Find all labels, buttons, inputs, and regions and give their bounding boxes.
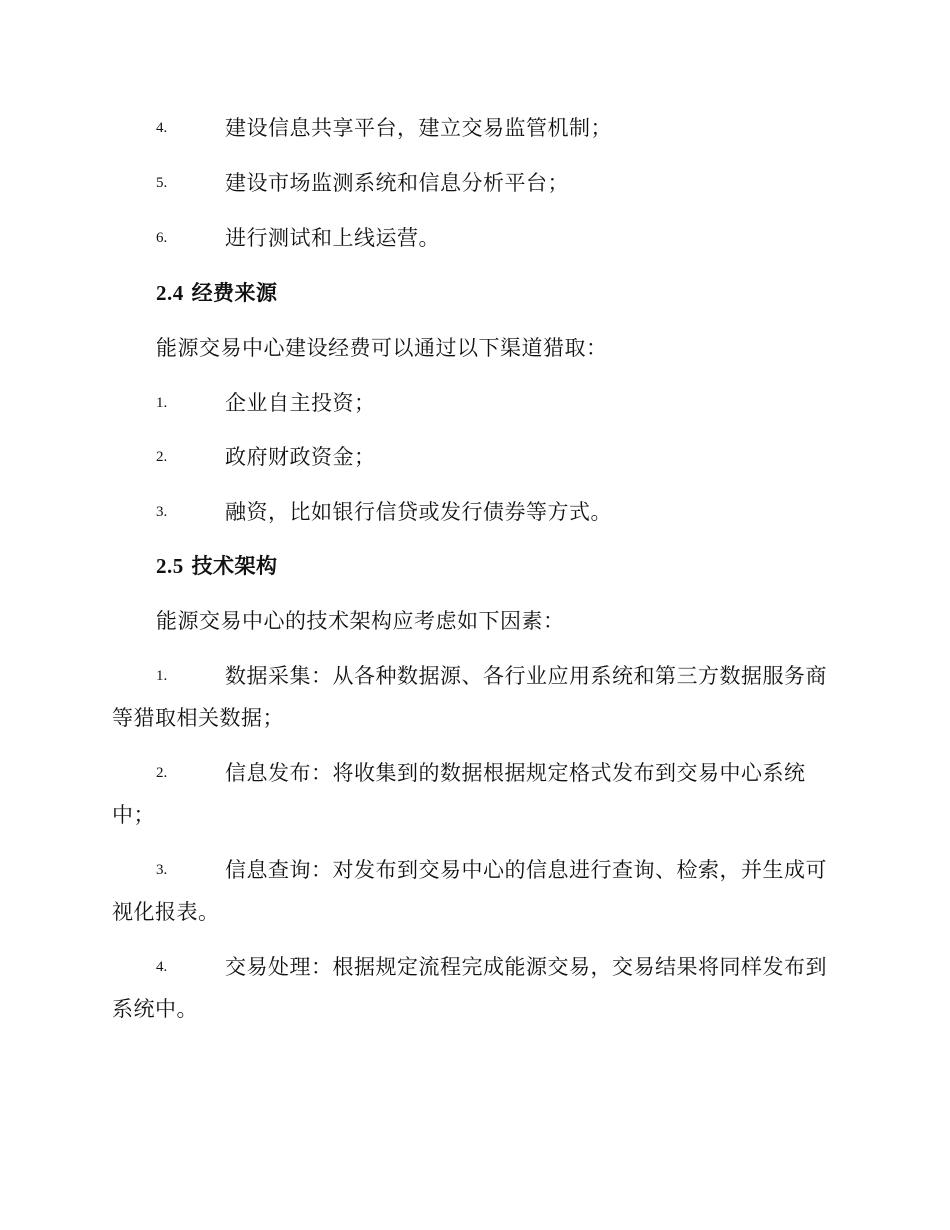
- list-item-text-continued: 中；: [112, 803, 155, 827]
- list-item-text: 企业自主投资；: [225, 391, 376, 415]
- list-item-text: 数据采集：从各种数据源、各行业应用系统和第三方数据服务商: [225, 664, 827, 688]
- list-item-number: 3.: [156, 862, 168, 878]
- section-intro: 能源交易中心建设经费可以通过以下渠道猎取：: [156, 336, 608, 360]
- list-item-number: 3.: [156, 504, 168, 520]
- list-item-number: 4.: [156, 120, 168, 136]
- list-item-text-continued: 视化报表。: [112, 900, 220, 924]
- list-item-number: 1.: [156, 668, 168, 684]
- list-item-text-continued: 等猎取相关数据；: [112, 706, 284, 730]
- list-item-text: 建设市场监测系统和信息分析平台；: [225, 171, 569, 195]
- list-item-number: 2.: [156, 449, 168, 465]
- list-item-text: 建设信息共享平台，建立交易监管机制；: [225, 116, 612, 140]
- list-item-text: 融资，比如银行信贷或发行债券等方式。: [225, 500, 612, 524]
- list-item-number: 1.: [156, 395, 168, 411]
- section-title: 技术架构: [191, 553, 278, 578]
- section-number: 2.4: [156, 281, 184, 305]
- list-item-text-continued: 系统中。: [112, 997, 198, 1021]
- list-item-number: 2.: [156, 765, 168, 781]
- section-title: 经费来源: [191, 280, 278, 305]
- list-item-text: 信息查询：对发布到交易中心的信息进行查询、检索，并生成可: [225, 858, 827, 882]
- section-heading-2-4: [156, 279, 278, 307]
- list-item-text: 交易处理：根据规定流程完成能源交易，交易结果将同样发布到: [225, 955, 827, 979]
- section-heading-2-5: [156, 552, 278, 580]
- section-number: 2.5: [156, 554, 184, 578]
- list-item-text: 信息发布：将收集到的数据根据规定格式发布到交易中心系统: [225, 761, 806, 785]
- list-item-text: 进行测试和上线运营。: [225, 226, 440, 250]
- list-item-number: 5.: [156, 175, 168, 191]
- list-item-number: 6.: [156, 230, 168, 246]
- list-item-number: 4.: [156, 959, 168, 975]
- section-intro: 能源交易中心的技术架构应考虑如下因素：: [156, 609, 565, 633]
- list-item-text: 政府财政资金；: [225, 445, 376, 469]
